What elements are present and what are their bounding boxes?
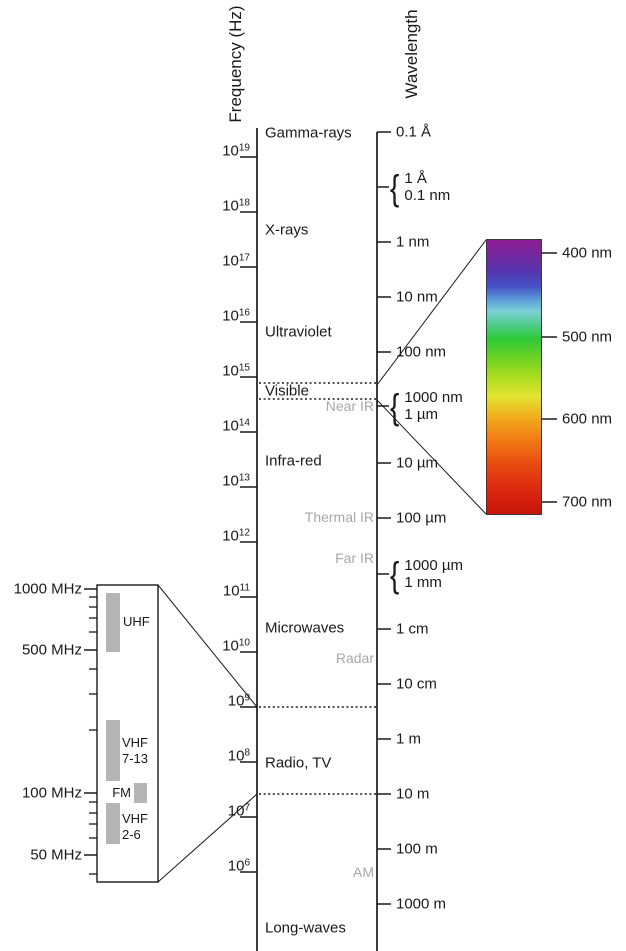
sub-label-thermal-ir: Thermal IR <box>304 509 374 525</box>
region-label-infra-red: Infra-red <box>265 452 322 470</box>
spectrum-tick-label: 700 nm <box>562 493 613 511</box>
freq-tick-label: $10^9$ <box>227 692 250 710</box>
visible-spectrum-bar <box>486 239 542 515</box>
frequency-axis-title: Frequency (Hz) <box>226 5 245 123</box>
brace-icon: { <box>390 553 400 595</box>
spectrum-tick-label: 600 nm <box>562 410 613 428</box>
band-label-fm: FM <box>112 785 131 800</box>
wavelength-axis-title: Wavelength <box>402 9 421 99</box>
band-bar-vhf-7-13 <box>106 720 120 781</box>
freq-tick-label: $10^{11}$ <box>222 582 250 600</box>
brace-icon: { <box>390 166 400 208</box>
brace-icon: { <box>390 385 400 427</box>
wavelength-tick-label: 1 m <box>396 730 422 748</box>
freq-tick-label: $10^8$ <box>227 747 250 765</box>
sub-label-radar: Radar <box>335 650 374 666</box>
band-label-vhf-2-6: VHF 2-6 <box>122 811 148 842</box>
sub-label-far-ir: Far IR <box>335 550 374 566</box>
freq-tick-label: $10^{15}$ <box>222 362 250 380</box>
spectrum-tick-label: 500 nm <box>562 328 613 346</box>
wavelength-tick-label: 10 µm <box>396 454 438 472</box>
inset-tick-label: 50 MHz <box>30 846 82 864</box>
freq-tick-label: $10^{17}$ <box>222 252 250 270</box>
inset-tick-label: 500 MHz <box>21 641 82 659</box>
freq-tick-label: $10^{10}$ <box>222 637 250 655</box>
region-label-visible: Visible <box>265 382 309 400</box>
wavelength-brace-labels: 1 Å 0.1 nm <box>404 170 451 204</box>
wavelength-tick-label: 100 µm <box>396 509 447 527</box>
region-label-microwaves: Microwaves <box>265 619 345 637</box>
inset-tick-label: 1000 MHz <box>13 580 82 598</box>
wavelength-tick-label: 10 cm <box>396 675 437 693</box>
wavelength-tick-label: 100 nm <box>396 343 447 361</box>
freq-tick-label: $10^{14}$ <box>222 417 250 435</box>
band-bar-vhf-2-6 <box>106 803 120 844</box>
freq-tick-label: $10^6$ <box>227 857 250 875</box>
freq-tick-label: $10^{12}$ <box>222 527 250 545</box>
wavelength-brace-labels: 1000 nm 1 µm <box>404 389 463 423</box>
band-bar-fm <box>134 783 147 803</box>
wavelength-brace-labels: 1000 µm 1 mm <box>404 557 464 591</box>
wavelength-tick-label: 100 m <box>396 840 438 858</box>
zoom-connector-line <box>377 240 486 385</box>
inset-tick-label: 100 MHz <box>21 784 82 802</box>
band-label-uhf: UHF <box>123 614 150 629</box>
sub-label-near-ir: Near IR <box>325 398 374 414</box>
wavelength-brace-group <box>390 553 464 595</box>
freq-tick-label: $10^{19}$ <box>222 142 250 160</box>
band-label-vhf-7-13: VHF 7-13 <box>122 735 149 766</box>
freq-tick-label: $10^{13}$ <box>222 472 250 490</box>
freq-tick-label: $10^{16}$ <box>222 307 250 325</box>
region-label-long-waves: Long-waves <box>265 919 346 937</box>
spectrum-tick-label: 400 nm <box>562 244 613 262</box>
band-bar-uhf <box>106 593 120 652</box>
sub-label-am: AM <box>353 864 374 880</box>
freq-tick-label: $10^7$ <box>227 802 250 820</box>
wavelength-tick-label: 1000 m <box>396 895 447 913</box>
wavelength-tick-label: 10 nm <box>396 288 438 306</box>
region-label-radio-tv: Radio, TV <box>265 754 332 772</box>
wavelength-brace-group <box>390 385 463 427</box>
wavelength-tick-label: 0.1 Å <box>396 123 432 141</box>
freq-tick-label: $10^{18}$ <box>222 197 250 215</box>
region-label-gamma-rays: Gamma-rays <box>265 124 352 142</box>
region-label-ultraviolet: Ultraviolet <box>265 323 332 341</box>
wavelength-tick-label: 10 m <box>396 785 430 803</box>
region-label-x-rays: X-rays <box>265 221 309 239</box>
wavelength-tick-label: 1 nm <box>396 233 430 251</box>
wavelength-brace-group <box>390 166 451 208</box>
wavelength-tick-label: 1 cm <box>396 620 429 638</box>
